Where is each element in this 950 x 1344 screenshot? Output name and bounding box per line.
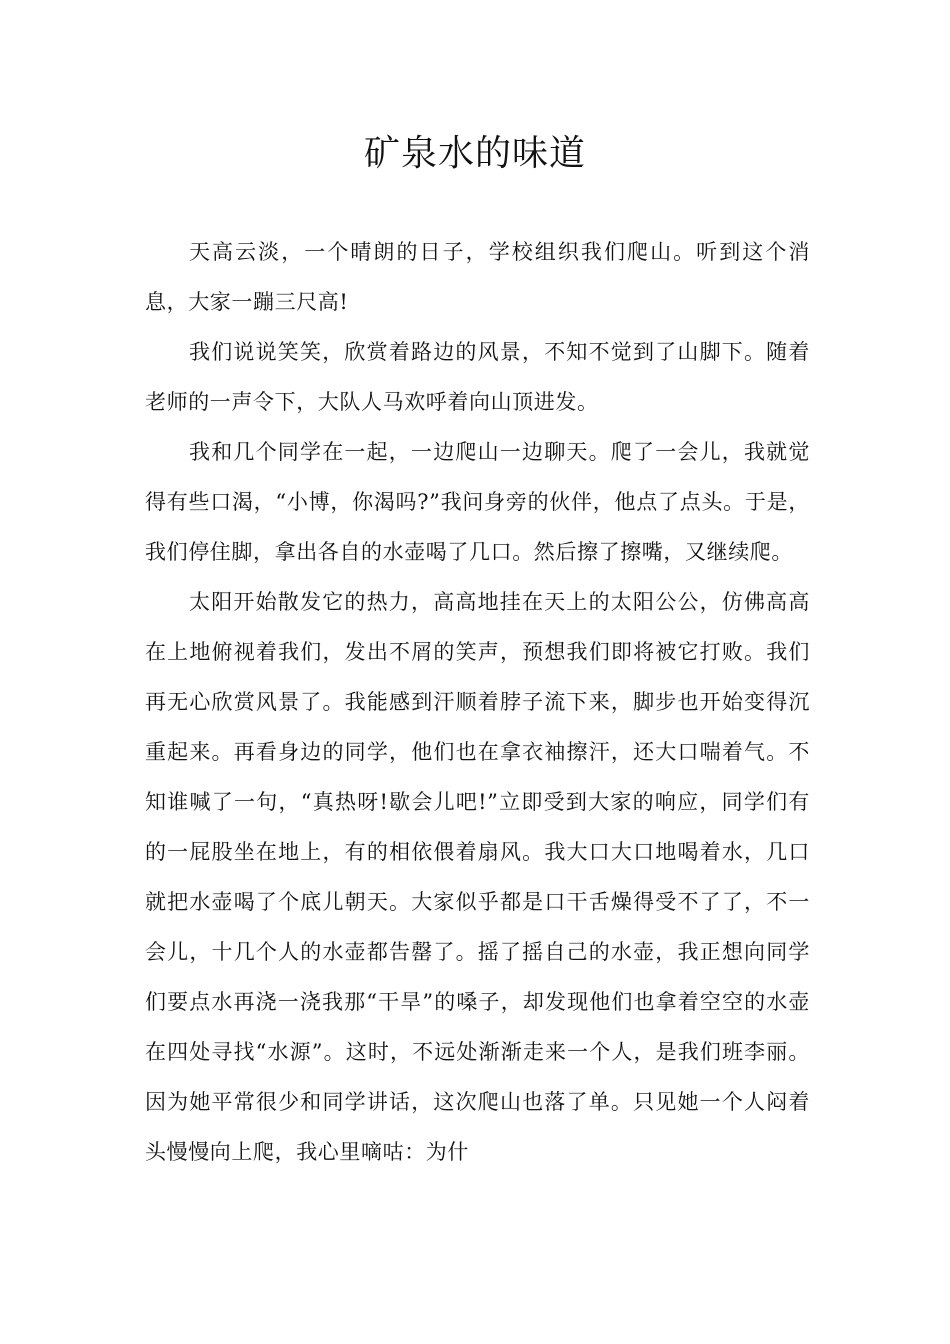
document-body: [145, 227, 810, 1177]
paragraph: 天高云淡，一个晴朗的日子，学校组织我们爬山。听到这个消息，大家一蹦三尺高!: [145, 240, 810, 314]
paragraph: 我和几个同学在一起，一边爬山一边聊天。爬了一会儿，我就觉得有些口渴，“小博，你渴吗?”我问身旁的伙伴，他点了点头。于是，我们停住脚，拿出各自的水壶喝了几口。然后擦了擦嘴，又继续爬。: [145, 440, 810, 564]
paragraph: 太阳开始散发它的热力，高高地挂在天上的太阳公公，仿佛高高在上地俯视着我们，发出不屑的笑声，预想我们即将被它打败。我们再无心欣赏风景了。我能感到汗顺着脖子流下来，脚步也开始变得沉重起来。再看身边的同学，他们也在拿衣袖擦汗，还大口喘着气。不知谁喊了一句，“真热呀!歇会儿吧!”立即受到大家的响应，同学们有的一屁股坐在地上，有的相依偎着扇风。我大口大口地喝着水，几口就把水壶喝了个底儿朝天。大家似乎都是口干舌燥得受不了了，不一会儿，十几个人的水壶都告罄了。摇了摇自己的水壶，我正想向同学们要点水再浇一浇我那“干旱”的嗓子，却发现他们也拿着空空的水壶在四处寻找“水源”。这时，不远处渐渐走来一个人，是我们班李丽。因为她平常很少和同学讲话，这次爬山也落了单。只见她一个人闷着头慢慢向上爬，我心里嘀咕：为什: [145, 590, 810, 1164]
document-title: 矿泉水的味道: [363, 133, 586, 174]
paragraph: 我们说说笑笑，欣赏着路边的风景，不知不觉到了山脚下。随着老师的一声令下，大队人马欢呼着向山顶进发。: [145, 340, 810, 414]
